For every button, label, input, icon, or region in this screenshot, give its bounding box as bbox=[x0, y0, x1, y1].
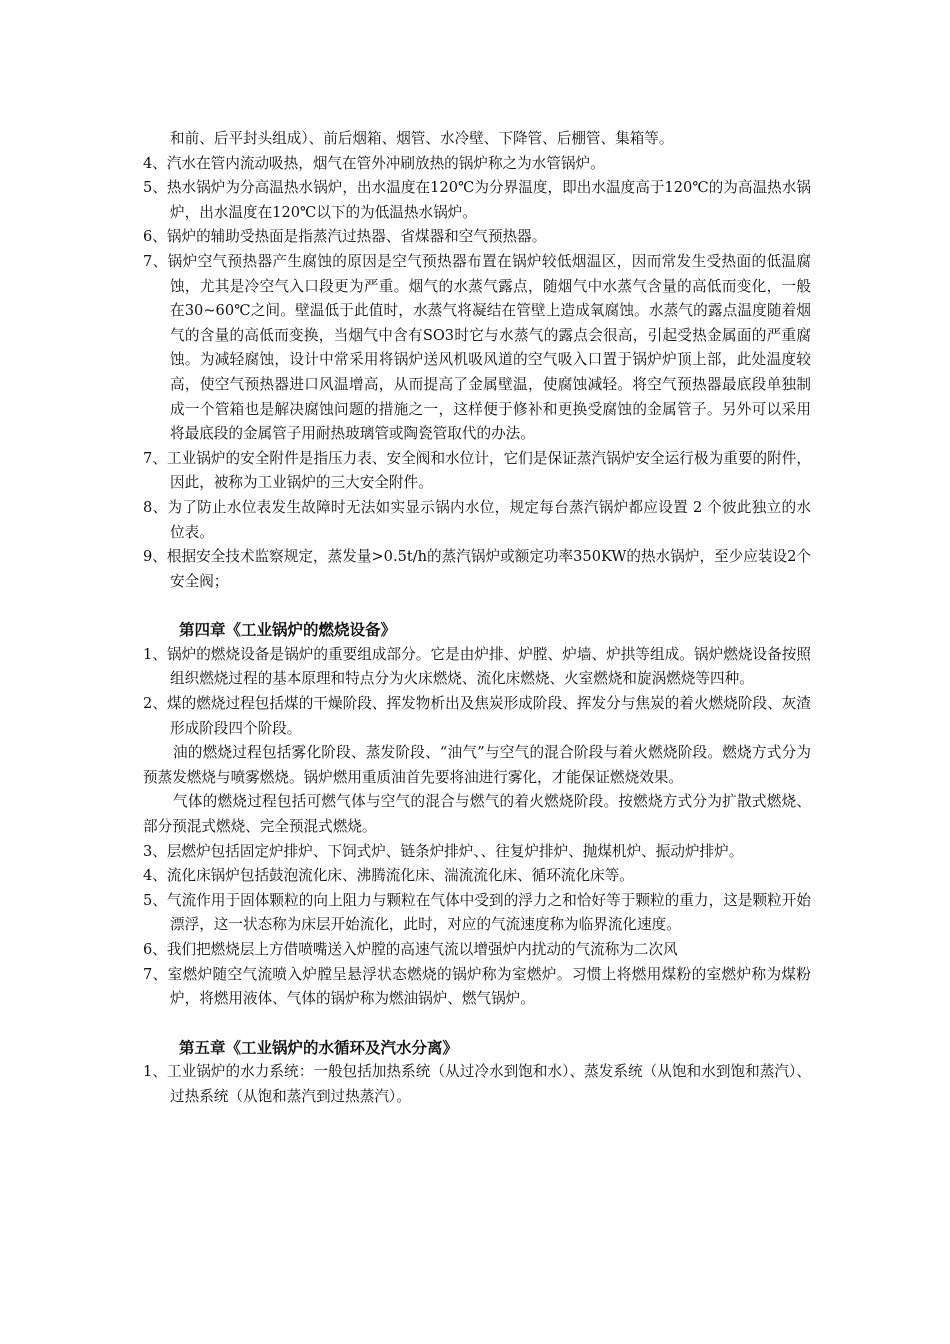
continuation-line: 和前、后平封头组成）、前后烟箱、烟管、水冷壁、下降管、后棚管、集箱等。 bbox=[170, 130, 674, 147]
list-item: 6、我们把燃烧层上方借喷嘴送入炉膛的高速气流以增强炉内扰动的气流称为二次风 bbox=[143, 941, 678, 958]
list-item: 6、锅炉的辅助受热面是指蒸汽过热器、省煤器和空气预热器。 bbox=[143, 228, 547, 246]
section-spacer bbox=[143, 594, 811, 618]
list-item: 9、根据安全技术监察规定，蒸发量>0.5t/h的蒸汽锅炉或额定功率350KW的热水锅炉，至少应装设2个安全阀； bbox=[143, 548, 811, 590]
section-spacer bbox=[143, 1012, 811, 1036]
list-item: 2、煤的燃烧过程包括煤的干燥阶段、挥发物析出及焦炭形成阶段、挥发分与焦炭的着火燃烧阶段、灰渣形成阶段四个阶段。 bbox=[143, 695, 811, 737]
paragraph-gas-combustion: 气体的燃烧过程包括可燃气体与空气的混合与燃气的着火燃烧阶段。按燃烧方式分为扩散式燃烧、部分预混式燃烧、完全预混式燃烧。 bbox=[143, 793, 811, 836]
list-item: 1、工业锅炉的水力系统：一般包括加热系统（从过冷水到饱和水）、蒸发系统（从饱和水到饱和蒸汽）、过热系统（从饱和蒸汽到过热蒸汽）。 bbox=[143, 1063, 811, 1105]
chapter-heading: 第五章《工业锅炉的水循环及汽水分离》 bbox=[179, 1037, 459, 1057]
list-item: 8、为了防止水位表发生故障时无法如实显示锅内水位，规定每台蒸汽锅炉都应设置 2 个彼此独立的水位表。 bbox=[143, 498, 811, 541]
paragraph-oil-combustion: 油的燃烧过程包括雾化阶段、蒸发阶段、“油气”与空气的混合阶段与着火燃烧阶段。燃烧方式分为预蒸发燃烧与喷雾燃烧。锅炉燃用重质油首先要将油进行雾化，才能保证燃烧效果。 bbox=[143, 744, 811, 786]
list-item: 7、锅炉空气预热器产生腐蚀的原因是空气预热器布置在锅炉较低烟温区，因而常发生受热面的低温腐蚀，尤其是冷空气入口段更为严重。烟气的水蒸气露点，随烟气中水蒸气含量的高低而变化，一般在30~60℃之间。壁温低于此值时，水蒸气将凝结在管壁上造成氧腐蚀。水蒸气的露点温度随着烟气的含量的高低而变换，当烟气中含有SO3时它与水蒸气的露点会很高，引起受热金属面的严重腐蚀。为减轻腐蚀，设计中常采用将锅炉送风机吸风道的空气吸入口置于锅炉炉顶上部，此处温度较高，使空气预热器进口风温增高，从而提高了金属壁温，使腐蚀减轻。将空气预热器最底段单独制成一个管箱也是解决腐蚀问题的措施之一，这样便于修补和更换受腐蚀的金属管子。另外可以采用将最底段的金属管子用耐热玻璃管或陶瓷管取代的办法。 bbox=[143, 252, 811, 443]
chapter-heading: 第四章《工业锅炉的燃烧设备》 bbox=[179, 620, 397, 640]
document-body bbox=[143, 127, 811, 1110]
list-item: 4、流化床锅炉包括鼓泡流化床、沸腾流化床、湍流流化床、循环流化床等。 bbox=[143, 867, 634, 885]
list-item: 3、层燃炉包括固定炉排炉、下饲式炉、链条炉排炉、、往复炉排炉、抛煤机炉、振动炉排炉。 bbox=[143, 842, 744, 860]
list-item: 4、汽水在管内流动吸热，烟气在管外冲刷放热的锅炉称之为水管锅炉。 bbox=[143, 154, 605, 172]
list-item: 5、热水锅炉为分高温热水锅炉，出水温度在120℃为分界温度，即出水温度高于120℃的为高温热水锅炉，出水温度在120℃以下的为低温热水锅炉。 bbox=[143, 179, 811, 221]
list-item: 5、气流作用于固体颗粒的向上阻力与颗粒在气体中受到的浮力之和恰好等于颗粒的重力，这是颗粒开始漂浮，这一状态称为床层开始流化，此时，对应的气流速度称为临界流化速度。 bbox=[143, 891, 811, 934]
list-item: 1、锅炉的燃烧设备是锅炉的重要组成部分。它是由炉排、炉膛、炉墙、炉拱等组成。锅炉燃烧设备按照组织燃烧过程的基本原理和特点分为火床燃烧、流化床燃烧、火室燃烧和旋涡燃烧等四种。 bbox=[143, 645, 811, 688]
list-item: 7、室燃炉随空气流喷入炉膛呈悬浮状态燃烧的锅炉称为室燃炉。习惯上将燃用煤粉的室燃炉称为煤粉炉，将燃用液体、气体的锅炉称为燃油锅炉、燃气锅炉。 bbox=[143, 965, 811, 1008]
list-item: 7、工业锅炉的安全附件是指压力表、安全阀和水位计，它们是保证蒸汽锅炉安全运行极为重要的附件，因此，被称为工业锅炉的三大安全附件。 bbox=[143, 449, 811, 492]
